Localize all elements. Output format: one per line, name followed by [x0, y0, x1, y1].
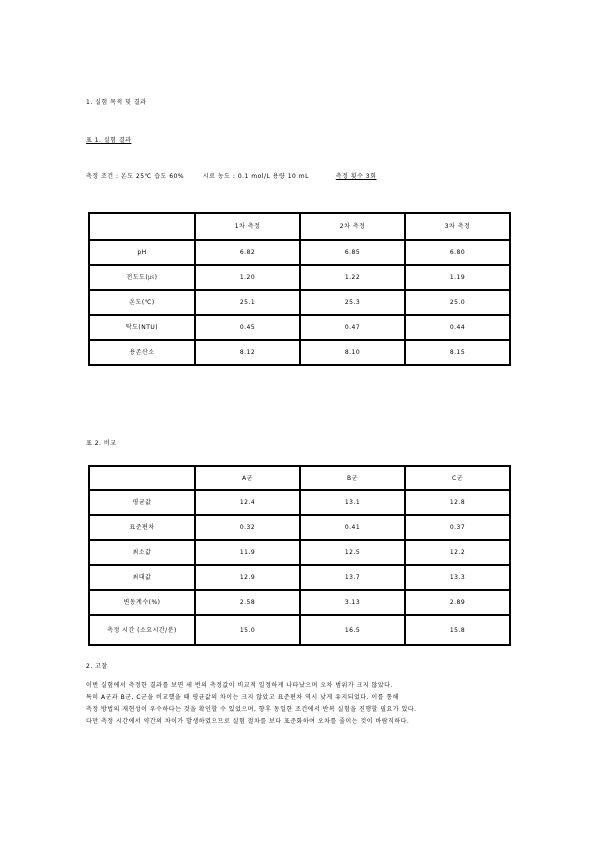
table2-title: 표 2. 비교: [86, 440, 117, 447]
table-cell: 0.41: [300, 515, 405, 540]
row-label: 온도(℃): [89, 290, 195, 315]
table-cell: 25.1: [195, 290, 300, 315]
table-row: [89, 590, 510, 615]
row-label: 용존산소: [89, 340, 195, 365]
table-row: [89, 490, 510, 515]
table-header-cell: A군: [195, 466, 300, 490]
row-label: 전도도(㎲): [89, 265, 195, 290]
table-cell: 2.58: [195, 590, 300, 615]
table-cell: 25.0: [405, 290, 510, 315]
table-header-cell: 3차 측정: [405, 213, 510, 240]
paragraph-line: 측정 방법의 재현성이 우수하다는 것을 확인할 수 있었으며, 향후 동일한 조건에서 반복 실험을 진행할 필요가 있다.: [86, 706, 417, 713]
table-cell: 6.85: [300, 240, 405, 265]
table-cell: 12.8: [405, 490, 510, 515]
discussion-title: 2. 고찰: [86, 663, 108, 670]
table-cell: 25.3: [300, 290, 405, 315]
table-cell: 15.0: [195, 615, 300, 645]
comparison-table: [88, 465, 511, 646]
conditions-line: [86, 173, 510, 181]
table-cell: 11.9: [195, 540, 300, 565]
table-header-row: [89, 466, 510, 490]
row-label: 최소값: [89, 540, 195, 565]
table-cell: 12.9: [195, 565, 300, 590]
table-cell: 1.19: [405, 265, 510, 290]
table-cell: 15.8: [405, 615, 510, 645]
row-label: pH: [89, 240, 195, 265]
conditions-part-2: 시료 농도 : 0.1 mol/L 용량 10 mL: [202, 173, 309, 180]
row-label: 탁도(NTU): [89, 315, 195, 340]
table-row: [89, 565, 510, 590]
table-cell: 2.89: [405, 590, 510, 615]
table-row: [89, 240, 510, 265]
table-row: [89, 290, 510, 315]
row-label: 표준편차: [89, 515, 195, 540]
table-header-cell: 2차 측정: [300, 213, 405, 240]
table-header-row: [89, 213, 510, 240]
table-header-cell: 1차 측정: [195, 213, 300, 240]
table-cell: 8.15: [405, 340, 510, 365]
section-title: 표 1. 실험 결과: [86, 137, 132, 144]
table-cell: 13.7: [300, 565, 405, 590]
table-cell: 1.22: [300, 265, 405, 290]
table-row: [89, 540, 510, 565]
table-cell: 12.2: [405, 540, 510, 565]
table-cell: 0.32: [195, 515, 300, 540]
row-label: 평균값: [89, 490, 195, 515]
table-cell: 0.44: [405, 315, 510, 340]
conditions-part-3: 측정 횟수 3회: [335, 173, 377, 180]
results-table: [88, 212, 511, 366]
table-cell: 16.5: [300, 615, 405, 645]
table-row: [89, 315, 510, 340]
table-cell: 6.82: [195, 240, 300, 265]
row-label: 변동계수(%): [89, 590, 195, 615]
table-cell: 3.13: [300, 590, 405, 615]
table-cell: 1.20: [195, 265, 300, 290]
table-cell: 13.3: [405, 565, 510, 590]
table-row: [89, 265, 510, 290]
paragraph-line: 특히 A군과 B군, C군을 비교했을 때 평균값의 차이는 크지 않았고 표준편차 역시 낮게 유지되었다. 이를 통해: [86, 694, 399, 701]
paragraph-line: 다만 측정 시간에서 약간의 차이가 발생하였으므로 실험 절차를 보다 표준화하여 오차를 줄이는 것이 바람직하다.: [86, 718, 410, 725]
table-header-cell: [89, 213, 195, 240]
table-cell: 6.80: [405, 240, 510, 265]
discussion-paragraph: [86, 681, 510, 729]
conditions-part-1: 측정 조건 : 온도 25℃ 습도 60%: [86, 173, 185, 180]
table-row: [89, 515, 510, 540]
table-cell: 12.4: [195, 490, 300, 515]
table-cell: 0.45: [195, 315, 300, 340]
table-row: [89, 615, 510, 645]
row-label: 최대값: [89, 565, 195, 590]
table-cell: 8.12: [195, 340, 300, 365]
document-heading: 1. 실험 목적 및 결과: [86, 99, 147, 106]
table-header-cell: B군: [300, 466, 405, 490]
table-cell: 12.5: [300, 540, 405, 565]
table-cell: 8.10: [300, 340, 405, 365]
table-header-cell: [89, 466, 195, 490]
table-cell: 13.1: [300, 490, 405, 515]
table-row: [89, 340, 510, 365]
table-cell: 0.37: [405, 515, 510, 540]
row-label: 측정 시간 (소요시간/분): [89, 615, 195, 645]
paragraph-line: 이번 실험에서 측정한 결과를 보면 세 번의 측정값이 비교적 일정하게 나타났으며 오차 범위가 크지 않았다.: [86, 682, 393, 689]
table-header-cell: C군: [405, 466, 510, 490]
table-cell: 0.47: [300, 315, 405, 340]
